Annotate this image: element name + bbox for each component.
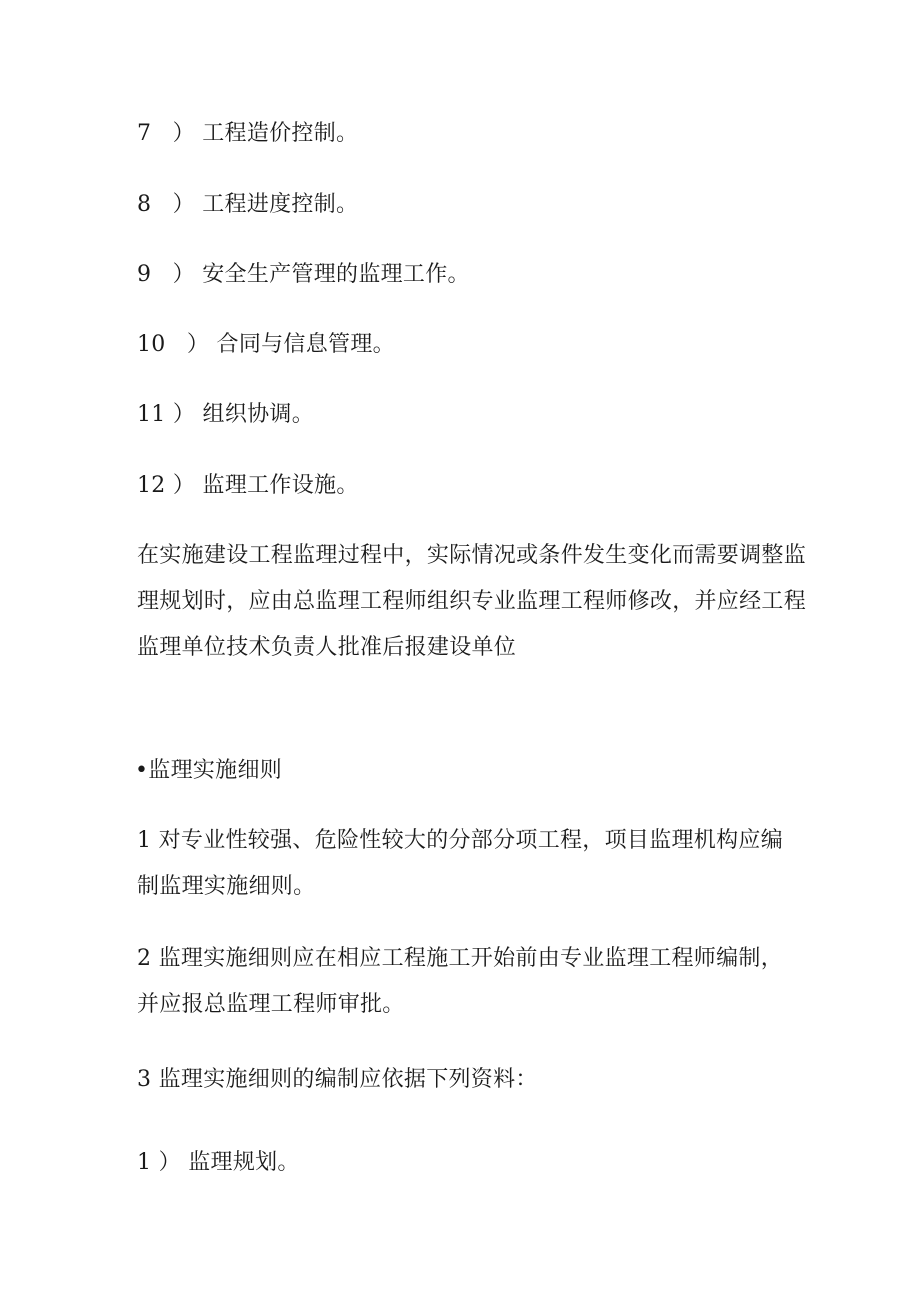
list-separator: ） bbox=[172, 121, 195, 146]
list-separator: ） bbox=[172, 402, 196, 427]
list-text: 组织协调。 bbox=[202, 402, 315, 427]
paragraph-line: 并应报总监理工程师审批。 bbox=[137, 992, 405, 1017]
list-item bbox=[137, 332, 797, 358]
list-text: 工程进度控制。 bbox=[202, 192, 359, 217]
paragraph-line bbox=[137, 936, 797, 982]
numbered-item bbox=[137, 818, 797, 910]
paragraph-line: 监理单位技术负责人批准后报建设单位 bbox=[137, 635, 517, 660]
list-item bbox=[137, 262, 797, 288]
numbered-item bbox=[137, 936, 797, 1028]
list-number: 9 bbox=[137, 262, 152, 287]
list-number: 10 bbox=[137, 332, 166, 357]
list-item bbox=[137, 1150, 797, 1176]
paragraph-line: 制监理实施细则。 bbox=[137, 874, 316, 899]
item-text: 监理实施细则应在相应工程施工开始前由专业监理工程师编制， bbox=[158, 946, 784, 971]
paragraph-line: 理规划时，应由总监理工程师组织专业监理工程师修改，并应经工程 bbox=[137, 589, 807, 614]
item-text: 监理实施细则的编制应依据下列资料： bbox=[158, 1067, 538, 1092]
list-item bbox=[137, 192, 797, 218]
item-number: 2 bbox=[137, 946, 152, 971]
list-separator: ） bbox=[172, 473, 196, 498]
list-separator: ） bbox=[172, 192, 195, 217]
list-text: 监理工作设施。 bbox=[202, 473, 359, 498]
paragraph-line: 在实施建设工程监理过程中，实际情况或条件发生变化而需要调整监 bbox=[137, 543, 807, 568]
list-separator: ） bbox=[172, 262, 195, 287]
list-text: 工程造价控制。 bbox=[202, 121, 359, 146]
list-text: 监理规划。 bbox=[188, 1150, 300, 1175]
list-item bbox=[137, 121, 797, 147]
numbered-item bbox=[137, 1057, 797, 1103]
list-item bbox=[137, 402, 797, 428]
paragraph-line bbox=[137, 1057, 797, 1103]
list-number: 11 bbox=[137, 402, 166, 427]
list-separator: ） bbox=[158, 1150, 181, 1175]
item-number: 1 bbox=[137, 828, 152, 853]
list-separator: ） bbox=[186, 332, 210, 357]
list-number: 1 bbox=[137, 1150, 152, 1175]
list-text: 安全生产管理的监理工作。 bbox=[202, 262, 470, 287]
list-number: 8 bbox=[137, 192, 152, 217]
paragraph-line bbox=[137, 818, 797, 864]
adjustment-paragraph bbox=[137, 533, 807, 671]
list-number: 7 bbox=[137, 121, 152, 146]
list-number: 12 bbox=[137, 473, 166, 498]
list-item bbox=[137, 473, 797, 499]
list-text: 合同与信息管理。 bbox=[216, 332, 395, 357]
item-number: 3 bbox=[137, 1067, 152, 1092]
item-text: 对专业性较强、危险性较大的分部分项工程，项目监理机构应编 bbox=[158, 828, 784, 853]
section-heading: •监理实施细则 bbox=[135, 758, 283, 783]
